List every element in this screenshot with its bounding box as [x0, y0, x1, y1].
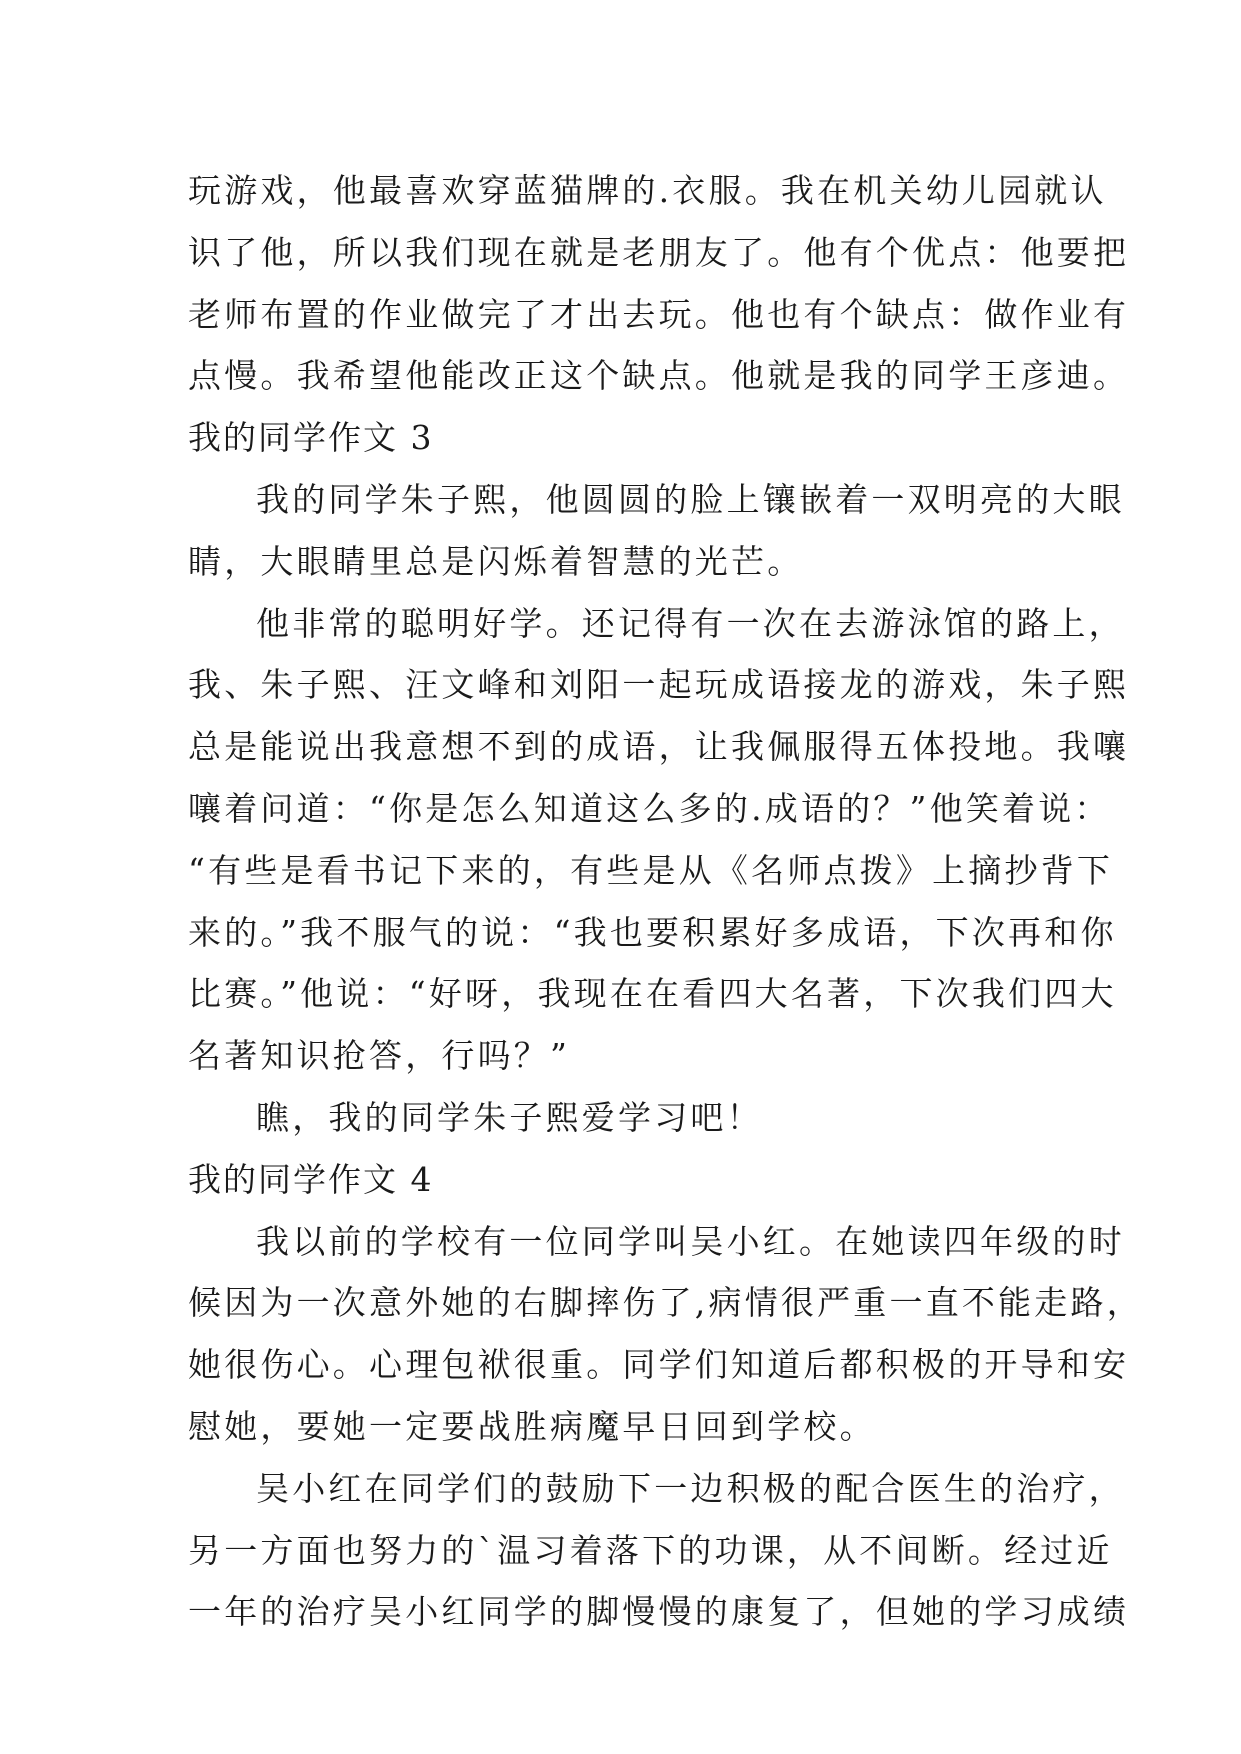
paragraph-line: 吴小红在同学们的鼓励下一边积极的配合医生的治疗， [256, 1468, 1125, 1508]
paragraph-line: “有些是看书记下来的，有些是从《名师点拨》上摘抄背下 [188, 850, 1114, 890]
section-heading: 我的同学作文 3 [188, 418, 434, 458]
paragraph-line: 我以前的学校有一位同学叫吴小红。在她读四年级的时 [256, 1221, 1125, 1261]
paragraph-line: 慰她，要她一定要战胜病魔早日回到学校。 [188, 1406, 876, 1446]
document-body [188, 160, 1143, 1643]
paragraph-line: 瞧，我的同学朱子熙爱学习吧！ [256, 1097, 763, 1137]
paragraph-line: 另一方面也努力的`温习着落下的功课，从不间断。经过近 [188, 1530, 1113, 1570]
paragraph-line: 来的。”我不服气的说：“我也要积累好多成语，下次再和你 [188, 912, 1117, 952]
paragraph-line: 嚷着问道：“你是怎么知道这么多的.成语的？”他笑着说： [188, 788, 1111, 828]
paragraph-line: 我、朱子熙、汪文峰和刘阳一起玩成语接龙的游戏，朱子熙 [188, 665, 1130, 705]
paragraph-line: 他非常的聪明好学。还记得有一次在去游泳馆的路上， [256, 603, 1125, 643]
paragraph-line: 她很伤心。心理包袱很重。同学们知道后都积极的开导和安 [188, 1345, 1130, 1385]
paragraph-line: 点慢。我希望他能改正这个缺点。他就是我的同学王彦迪。 [188, 356, 1130, 396]
paragraph-line: 比赛。”他说：“好呀，我现在在看四大名著，下次我们四大 [188, 974, 1117, 1014]
paragraph-line: 名著知识抢答，行吗？” [188, 1036, 571, 1076]
paragraph-line: 玩游戏，他最喜欢穿蓝猫牌的.衣服。我在机关幼儿园就认 [188, 171, 1107, 210]
paragraph-line: 睛，大眼睛里总是闪烁着智慧的光芒。 [188, 541, 804, 581]
section-heading: 我的同学作文 4 [188, 1159, 434, 1199]
paragraph-line: 我的同学朱子熙，他圆圆的脸上镶嵌着一双明亮的大眼 [256, 479, 1125, 519]
paragraph-line: 老师布置的作业做完了才出去玩。他也有个缺点：做作业有 [188, 294, 1130, 334]
paragraph-line: 识了他，所以我们现在就是老朋友了。他有个优点：他要把 [188, 232, 1130, 272]
paragraph-line: 总是能说出我意想不到的成语，让我佩服得五体投地。我嚷 [188, 727, 1130, 767]
paragraph-line: 一年的治疗吴小红同学的脚慢慢的康复了，但她的学习成绩 [188, 1592, 1130, 1632]
paragraph-line: 候因为一次意外她的右脚摔伤了,病情很严重一直不能走路， [188, 1283, 1143, 1323]
